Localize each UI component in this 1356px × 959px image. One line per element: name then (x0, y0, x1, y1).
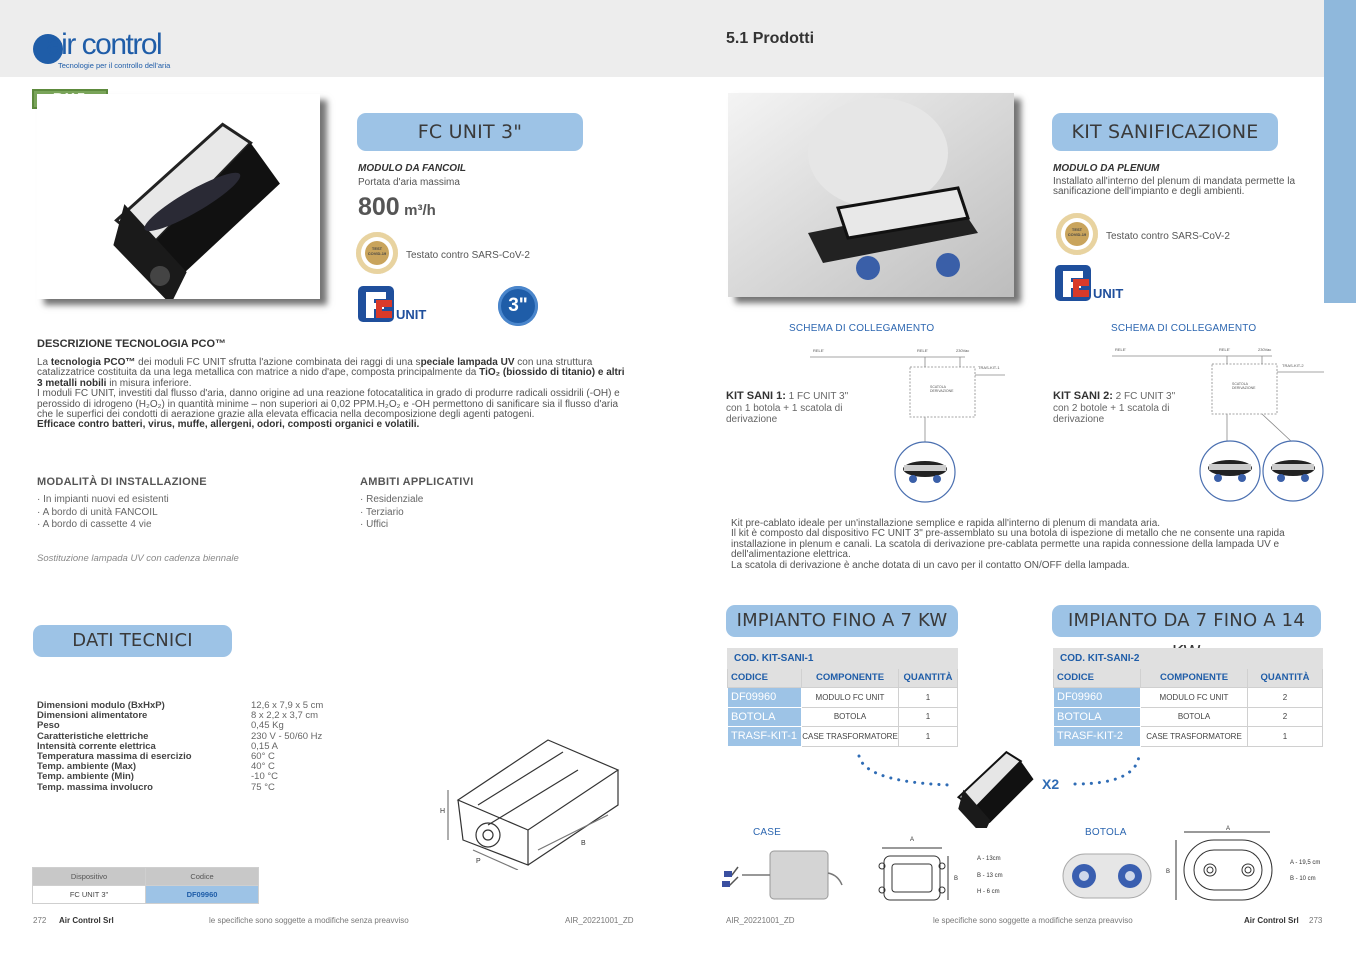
spec-label: Dimensioni alimentatore (37, 710, 148, 722)
spec-value: 0,45 Kg (251, 720, 284, 732)
kit-description (731, 519, 1321, 571)
table-header: CODICE (728, 668, 802, 688)
schema-label-box: SCATOLA DERIVAZIONE (1232, 382, 1256, 390)
dati-tecnici-pill (33, 625, 232, 657)
table-row (728, 707, 958, 727)
covid-test-badge (356, 232, 398, 274)
schema-label-trasf: TRAS-KIT-2 (1282, 363, 1304, 368)
spec-label: Temp. ambiente (Max) (37, 761, 137, 773)
right-footer-company: Air Control Srl (1244, 916, 1299, 925)
component-cell: MODULO FC UNIT (802, 688, 899, 708)
table-row (33, 868, 259, 886)
specs-labels (37, 701, 192, 793)
product-title: FC UNIT 3" (417, 121, 523, 143)
right-page-number: 273 (1309, 916, 1323, 925)
right-footer-note: le specifiche sono soggette a modifiche senza preavviso (933, 916, 1133, 925)
spec-value: 8 x 2,2 x 3,7 cm (251, 710, 319, 722)
code-cell: DF09960 (1054, 688, 1141, 708)
schema-label-230v: 230Vac (1258, 347, 1272, 352)
code-cell: DF09960 (146, 886, 259, 904)
botola-dim-b-side: B (1166, 869, 1171, 875)
list-item: · Uffici (360, 519, 423, 532)
table-row (728, 688, 958, 708)
spec-value: 230 V - 50/60 Hz (251, 730, 323, 742)
impianto-2-pill (1052, 605, 1321, 637)
left-footer-company: Air Control Srl (59, 916, 114, 925)
list-item: · In impianti nuovi ed esistenti (37, 494, 169, 507)
schema-label-rele-2: RELE' (1219, 347, 1231, 352)
drawing-label-b: B (581, 840, 586, 847)
tech-paragraph-2: I moduli FC UNIT, investiti dal flusso d'aria, danno origine ad una reazione fotocatalitica in grado di produrre radicali ossidrili (-OH) e perossido di idrogeno (H₂O₂) in quantità minime – non superiori ai 0,02 PPM.H₂O₂ e -OH permettono di sanificare sia il flusso d'aria che le superfici dei condotti di aerazione grazie alla elevata efficacia nella decomposizione degli agenti patogeni. (37, 388, 620, 421)
spec-label: Caratteristiche elettriche (37, 730, 149, 742)
left-page-number: 272 (33, 916, 47, 925)
dati-tecnici-title: DATI TECNICI (72, 630, 193, 651)
code-cell: TRASF-KIT-2 (1054, 727, 1141, 747)
list-item: · A bordo di cassette 4 vie (37, 519, 169, 532)
code-cell: TRASF-KIT-1 (728, 727, 802, 747)
code-cell: BOTOLA (728, 707, 802, 727)
table-row (1054, 688, 1323, 708)
code-cell: BOTOLA (1054, 707, 1141, 727)
quantity-cell: 2 (1248, 707, 1323, 727)
case-dim-a-top: A (910, 837, 915, 843)
table-row (1054, 668, 1323, 688)
impianto-1-title: IMPIANTO FINO A 7 KW (736, 610, 948, 631)
schema-title-2: SCHEMA DI COLLEGAMENTO (1111, 323, 1257, 334)
table-header: CODICE (1054, 668, 1141, 688)
component-cell: CASE TRASFORMATORE (1141, 727, 1248, 747)
install-list (37, 494, 169, 532)
schema-label-rele-2: RELE' (917, 348, 929, 353)
spec-label: Dimensioni modulo (BxHxP) (37, 700, 165, 711)
quantity-cell: 1 (899, 688, 958, 708)
left-footer-note: le specifiche sono soggette a modifiche senza preavviso (209, 916, 409, 925)
case-dim-a: A - 13cm (977, 856, 1001, 862)
schema-label-230v: 230Vac (956, 348, 970, 353)
spec-value: -10 °C (251, 771, 279, 783)
table-row (728, 668, 958, 688)
plenum-module-type: MODULO DA PLENUM (1053, 163, 1160, 174)
right-footer-code: AIR_20221001_ZD (726, 916, 795, 925)
list-item: · A bordo di unità FANCOIL (37, 507, 169, 520)
table-title: COD. KIT-SANI-1 (728, 649, 958, 669)
tech-heading: DESCRIZIONE TECNOLOGIA PCO™ (37, 338, 227, 350)
logo-text: air control (46, 28, 162, 61)
schema-title-1: SCHEMA DI COLLEGAMENTO (789, 323, 935, 334)
spec-label: Peso (37, 720, 60, 732)
code-header: Codice (146, 868, 259, 886)
ambiti-heading: AMBITI APPLICATIVI (360, 476, 474, 488)
case-dim-h: H - 6 cm (977, 889, 1000, 895)
component-cell: MODULO FC UNIT (1141, 688, 1248, 708)
impianto-1-pill (726, 605, 958, 637)
device-table (32, 867, 259, 904)
tech-description (37, 358, 627, 431)
spec-value: 40° C (251, 761, 275, 773)
table-header: COMPONENTE (1141, 668, 1248, 688)
lamp-note: Sostituzione lampada UV con cadenza biennale (37, 553, 239, 564)
quantity-cell: 1 (899, 727, 958, 747)
device-cell: FC UNIT 3" (33, 886, 146, 904)
ambiti-list (360, 494, 423, 532)
table-header: QUANTITÀ (1248, 668, 1323, 688)
table-row (33, 886, 259, 904)
spec-value: 0,15 A (251, 740, 278, 752)
table-row (1054, 727, 1323, 747)
kit-sani-2-text: KIT SANI 2: 2 FC UNIT 3" con 2 botole + 1 scatola di derivazione (1053, 390, 1176, 425)
table-row (1054, 707, 1323, 727)
product-title-pill (357, 113, 583, 151)
spec-value: 75 °C (251, 781, 275, 793)
fc-unit-logo (1055, 265, 1135, 301)
quantity-cell: 2 (1248, 688, 1323, 708)
kit-sani-1-title: KIT SANI 1: (726, 390, 786, 402)
case-photo (720, 845, 850, 905)
badge-text: TEST COVID-19 (367, 246, 387, 256)
kit-sani-2-title: KIT SANI 2: (1053, 390, 1113, 402)
code-cell: DF09960 (728, 688, 802, 708)
table-title: COD. KIT-SANI-2 (1054, 649, 1323, 669)
specs-values (251, 701, 323, 793)
flow-readout (358, 193, 436, 222)
header-bar (0, 0, 1356, 77)
component-cell: BOTOLA (802, 707, 899, 727)
logo-tagline: Tecnologie per il controllo dell'aria (58, 61, 171, 70)
spec-label: Temperatura massima di esercizio (37, 751, 192, 763)
fc-unit-logo (358, 286, 438, 322)
module-type: MODULO DA FANCOIL (358, 163, 466, 174)
spec-value: 12,6 x 7,9 x 5 cm (251, 700, 324, 711)
list-item: · Residenziale (360, 494, 423, 507)
botola-dim-b: B - 10 cm (1290, 876, 1316, 882)
left-footer-code: AIR_20221001_ZD (565, 916, 634, 925)
botola-drawing (1160, 826, 1325, 906)
schema-label-trasf: TRAS-KIT-1 (978, 365, 1000, 370)
unit-logo-text: UNIT (396, 307, 427, 322)
schema-label-rele-1: RELE' (1115, 347, 1127, 352)
list-item: · Terziario (360, 507, 423, 520)
side-tab (1324, 0, 1356, 303)
component-cell: CASE TRASFORMATORE (802, 727, 899, 747)
kit-desc-line: La scatola di derivazione è anche dotata di un cavo per il contatto ON/OFF della lampada. (731, 559, 1130, 571)
kit-sani-1-text: KIT SANI 1: 1 FC UNIT 3" con 1 botola + 1 scatola di derivazione (726, 390, 849, 425)
impianto-2-title: IMPIANTO DA 7 FINO A 14 (1068, 610, 1305, 631)
drawing-label-p: P (476, 858, 481, 865)
flow-label: Portata d'aria massima (358, 177, 460, 188)
fc-unit-photo (37, 94, 320, 299)
x2-label: X2 (1042, 776, 1060, 792)
table-row (728, 727, 958, 747)
kit-desc-line: Il kit è composto dal dispositivo FC UNIT 3" pre-assemblato su una botola di ispezione di metallo che ne consente una rapida installazione in plenum e canali. La scatola di derivazione pre-cablata permette una rapida connessione della lampada UV e dell'alimentazione elettrica. (731, 528, 1285, 561)
covid-test-badge (1056, 213, 1098, 255)
botola-label: BOTOLA (1085, 827, 1127, 838)
table-row (728, 649, 958, 669)
spec-label: Temp. massima involucro (37, 781, 153, 793)
case-dim-b: B - 13 cm (977, 873, 1003, 879)
table-header: QUANTITÀ (899, 668, 958, 688)
case-label: CASE (753, 827, 782, 838)
tech-paragraph-1: La tecnologia PCO™ dei moduli FC UNIT sfrutta l'azione combinata dei raggi di una speciale lampada UV con una struttura catalizzatrice costituita da una lega metallica con matrice a nido d'ape, composta principalmente da TiO₂ (biossido di titanio) e altri 3 metalli nobili in misura inferiore. (37, 357, 625, 389)
case-dim-b-side: B (954, 876, 959, 882)
drawing-label-h: H (440, 808, 446, 815)
botola-photo (1060, 848, 1155, 903)
botola-dim-a-top: A (1226, 826, 1231, 832)
section-title: 5.1 Prodotti (726, 30, 815, 47)
spec-label: Intensità corrente elettrica (37, 740, 156, 752)
spec-value: 60° C (251, 751, 275, 763)
flow-unit: m³/h (404, 202, 436, 219)
install-heading: MODALITÀ DI INSTALLAZIONE (37, 476, 207, 488)
tested-text: Testato contro SARS-CoV-2 (1106, 231, 1230, 242)
quantity-cell: 1 (899, 707, 958, 727)
kit-sani-2-table (1053, 648, 1323, 747)
size-badge (498, 286, 538, 326)
tested-text: Testato contro SARS-CoV-2 (406, 250, 530, 261)
schema-label-rele-1: RELE' (813, 348, 825, 353)
unit-logo-text: UNIT (1093, 286, 1124, 301)
technical-drawing (438, 730, 628, 870)
case-drawing (872, 836, 1007, 906)
kit-title: KIT SANIFICAZIONE (1071, 121, 1259, 143)
kit-sani-1-table (727, 648, 958, 747)
kit-title-pill (1052, 113, 1278, 151)
flow-value: 800 (358, 193, 400, 221)
schema-label-box: SCATOLA DERIVAZIONE (930, 385, 954, 393)
tech-paragraph-3: Efficace contro batteri, virus, muffe, allergeni, odori, composti organici e volatili. (37, 419, 420, 431)
botola-dim-a: A - 19,5 cm (1290, 860, 1321, 866)
kit-desc-line: Kit pre-cablato ideale per un'installazione semplice e rapida all'interno di plenum di mandata aria. (731, 518, 1161, 529)
fc-unit-module-image (948, 738, 1038, 828)
plenum-desc: Installato all'interno del plenum di mandata permette la sanificazione dell'impianto e degli ambienti. (1053, 176, 1296, 197)
quantity-cell: 1 (1248, 727, 1323, 747)
device-header: Dispositivo (33, 868, 146, 886)
table-row (1054, 649, 1323, 669)
table-header: COMPONENTE (802, 668, 899, 688)
spec-label: Temp. ambiente (Min) (37, 771, 134, 783)
component-cell: BOTOLA (1141, 707, 1248, 727)
badge-text: TEST COVID-19 (1067, 227, 1087, 237)
kit-photo (728, 93, 1014, 297)
size-badge-text: 3" (508, 295, 528, 316)
